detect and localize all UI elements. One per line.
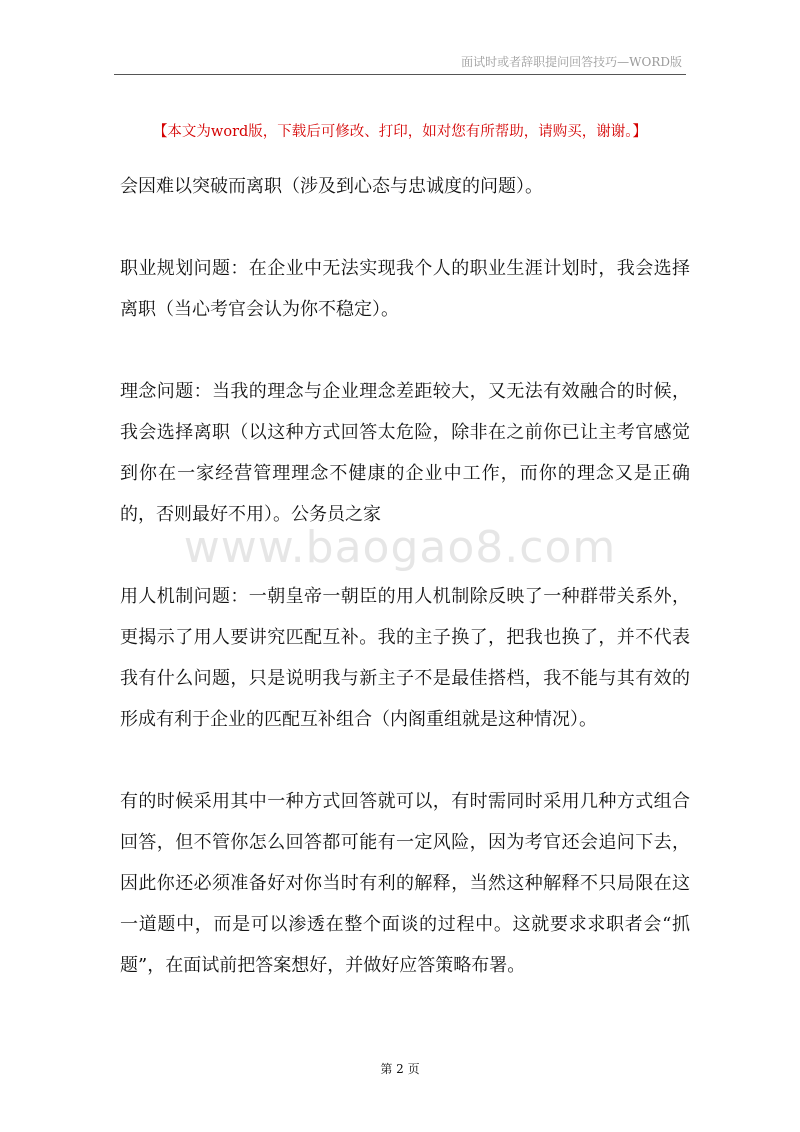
paragraph-5: 有的时候采用其中一种方式回答就可以，有时需同时采用几种方式组合回答，但不管你怎么回答都可能有一定风险，因为考官还会追问下去，因此你还必须准备好对你当时有利的解释，当然这种解释不只局限在这一道题中，而是可以渗透在整个面谈的过程中。这就要求求职者会“抓题”，在面试前把答案想好，并做好应答策略布署。	[120, 791, 690, 976]
paragraph-3: 理念问题：当我的理念与企业理念差距较大，又无法有效融合的时候，我会选择离职（以这种方式回答太危险，除非在之前你已让主考官感觉到你在一家经营管理理念不健康的企业中工作，而你的理念又是正确的，否则最好不用）。公务员之家	[120, 381, 690, 525]
paragraph-2: 职业规划问题：在企业中无法实现我个人的职业生涯计划时，我会选择离职（当心考官会认为你不稳定）。	[120, 258, 690, 320]
watermark: www.baogao8.com	[183, 522, 617, 573]
paragraph-1: 会因难以突破而离职（涉及到心态与忠诚度的问题）。	[120, 176, 543, 197]
header-title: 面试时或者辞职提问回答技巧—WORD版	[461, 55, 682, 69]
download-notice: 【本文为word版，下载后可修改、打印，如对您有所帮助，请购买，谢谢。】	[152, 124, 648, 140]
header-divider	[114, 74, 686, 75]
page-number: 第 2 页	[380, 1062, 420, 1076]
paragraph-4: 用人机制问题：一朝皇帝一朝臣的用人机制除反映了一种群带关系外，更揭示了用人要讲究匹配互补。我的主子换了，把我也换了，并不代表我有什么问题，只是说明我与新主子不是最佳搭档，我不能与其有效的形成有利于企业的匹配互补组合（内阁重组就是这种情况）。	[120, 586, 690, 730]
document-body	[120, 166, 690, 986]
